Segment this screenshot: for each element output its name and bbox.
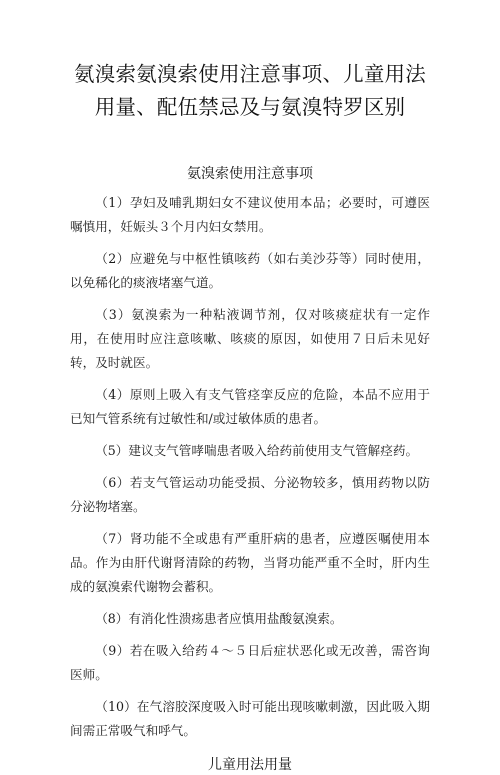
- precaution-item: （10）在气溶胶深度吸入时可能出现咳嗽刺激，因此吸入期间需正常吸气和呼气。: [70, 699, 430, 738]
- precaution-item: （1）孕妇及哺乳期妇女不建议使用本品；必要时，可遵医嘱慎用，妊娠头３个月内妇女禁用。: [70, 195, 430, 234]
- precaution-item: （2）应避免与中枢性镇咳药（如右美沙芬等）同时使用，以免稀化的痰液堵塞气道。: [70, 251, 430, 290]
- precaution-item: （4）原则上吸入有支气管痉挛反应的危险，本品不应用于已知气管系统有过敏性和/或过敏体质的患者。: [70, 387, 430, 426]
- section-heading-precautions: 氨溴索使用注意事项: [187, 166, 313, 182]
- precautions-list: [70, 191, 430, 743]
- precaution-item: （6）若支气管运动功能受损、分泌物较多，慎用药物以防分泌物堵塞。: [70, 475, 430, 514]
- precaution-item: （7）肾功能不全或患有严重肝病的患者，应遵医嘱使用本品。作为由肝代谢肾清除的药物，当肾功能严重不全时，肝内生成的氨溴索代谢物会蓄积。: [70, 531, 430, 594]
- document-title: 氨溴索氨溴索使用注意事项、儿童用法用量、配伍禁忌及与氨溴特罗区别: [74, 62, 426, 119]
- precaution-item: （8）有消化性溃疡患者应慎用盐酸氨溴索。: [95, 611, 343, 626]
- precaution-item: （9）若在吸入给药４～５日后症状恶化或无改善，需咨询医师。: [70, 643, 430, 682]
- section-heading-pediatric-dosage: 儿童用法用量: [208, 757, 292, 773]
- precaution-item: （5）建议支气管哮喘患者吸入给药前使用支气管解痉药。: [95, 443, 419, 458]
- precaution-item: （3）氨溴索为一种粘液调节剂，仅对咳痰症状有一定作用，在使用时应注意咳嗽、咳痰的原因，如使用７日后未见好转，及时就医。: [70, 307, 430, 370]
